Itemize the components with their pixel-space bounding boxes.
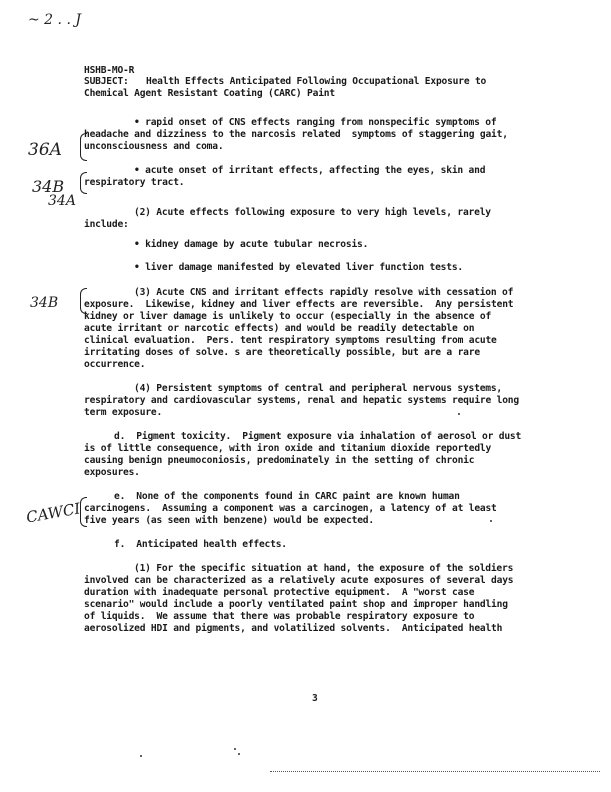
- body-line: carcinogens. Assuming a component was a carcinogen, a latency of at least: [84, 503, 497, 514]
- body-line: (2) Acute effects following exposure to very high levels, rarely: [134, 207, 491, 218]
- body-line: acute irritant or narcotic effects) and would be readily detectable on: [84, 323, 475, 334]
- subject-label: SUBJECT:: [84, 76, 129, 87]
- body-line: duration with inadequate personal protective equipment. A "worst case: [84, 587, 475, 598]
- margin-note-cnw: CAWCI: [24, 499, 82, 527]
- scan-speck: [490, 520, 492, 522]
- margin-note-34b-second: 34B: [30, 295, 59, 311]
- body-line: • acute onset of irritant effects, affecting the eyes, skin and: [134, 165, 486, 176]
- body-line: is of little consequence, with iron oxide and titanium dioxide reportedly: [84, 443, 492, 454]
- body-line: d. Pigment toxicity. Pigment exposure via inhalation of aerosol or dust: [114, 431, 522, 442]
- body-line: aerosolized HDI and pigments, and volatilized solvents. Anticipated health: [84, 623, 503, 634]
- page-number: 3: [312, 693, 318, 704]
- body-line: headache and dizziness to the narcosis related symptoms of staggering gait,: [84, 129, 508, 140]
- body-line: scenario" would include a poorly ventilated paint shop and improper handling: [84, 599, 508, 610]
- scan-speck: [458, 413, 460, 415]
- body-line: exposures.: [84, 467, 140, 478]
- body-line: clinical evaluation. Pers. tent respiratory symptoms resulting from acute: [84, 335, 497, 346]
- body-line: (4) Persistent symptoms of central and peripheral nervous systems,: [134, 383, 503, 394]
- scan-speck: [238, 753, 240, 755]
- body-line: • liver damage manifested by elevated liver function tests.: [134, 262, 463, 273]
- subject-line-2: Chemical Agent Resistant Coating (CARC) Paint: [84, 88, 335, 99]
- body-line: causing benign pneumoconiosis, predominately in the setting of chronic: [84, 455, 475, 466]
- body-line: e. None of the components found in CARC paint are known human: [114, 491, 460, 502]
- margin-note-34b: 34B: [32, 177, 65, 196]
- scan-edge-line: [270, 771, 600, 772]
- body-line: of liquids. We assume that there was probable respiratory exposure to: [84, 611, 475, 622]
- scan-speck: [234, 748, 236, 750]
- margin-note-36a: 36A: [28, 140, 62, 160]
- scan-speck: [140, 755, 142, 757]
- body-line: exposure. Likewise, kidney and liver effects are reversible. Any persistent: [84, 299, 514, 310]
- body-line: unconsciousness and coma.: [84, 141, 224, 152]
- body-line: term exposure.: [84, 407, 163, 418]
- body-line: respiratory and cardiovascular systems, renal and hepatic systems require long: [84, 395, 519, 406]
- body-line: five years (as seen with benzene) would be expected.: [84, 515, 374, 526]
- office-code: HSHB-MO-R: [84, 65, 135, 76]
- body-line: • rapid onset of CNS effects ranging from nonspecific symptoms of: [134, 117, 497, 128]
- body-line: (1) For the specific situation at hand, the exposure of the soldiers: [134, 563, 514, 574]
- margin-note-34a: 34A: [48, 193, 76, 209]
- body-line: f. Anticipated health effects.: [114, 539, 287, 550]
- corner-handwritten-mark: ~ 2 . . J: [28, 12, 81, 28]
- body-line: respiratory tract.: [84, 177, 185, 188]
- body-line: occurrence.: [84, 359, 146, 370]
- body-line: irritating doses of solve. s are theoretically possible, but are a rare: [84, 347, 480, 358]
- body-line: (3) Acute CNS and irritant effects rapidly resolve with cessation of: [134, 287, 514, 298]
- body-line: kidney or liver damage is unlikely to occur (especially in the absence of: [84, 311, 492, 322]
- subject-line-1: Health Effects Anticipated Following Occupational Exposure to: [146, 76, 487, 87]
- body-line: • kidney damage by acute tubular necrosis.: [134, 239, 369, 250]
- body-line: involved can be characterized as a relatively acute exposures of several days: [84, 575, 514, 586]
- body-line: include:: [84, 219, 129, 230]
